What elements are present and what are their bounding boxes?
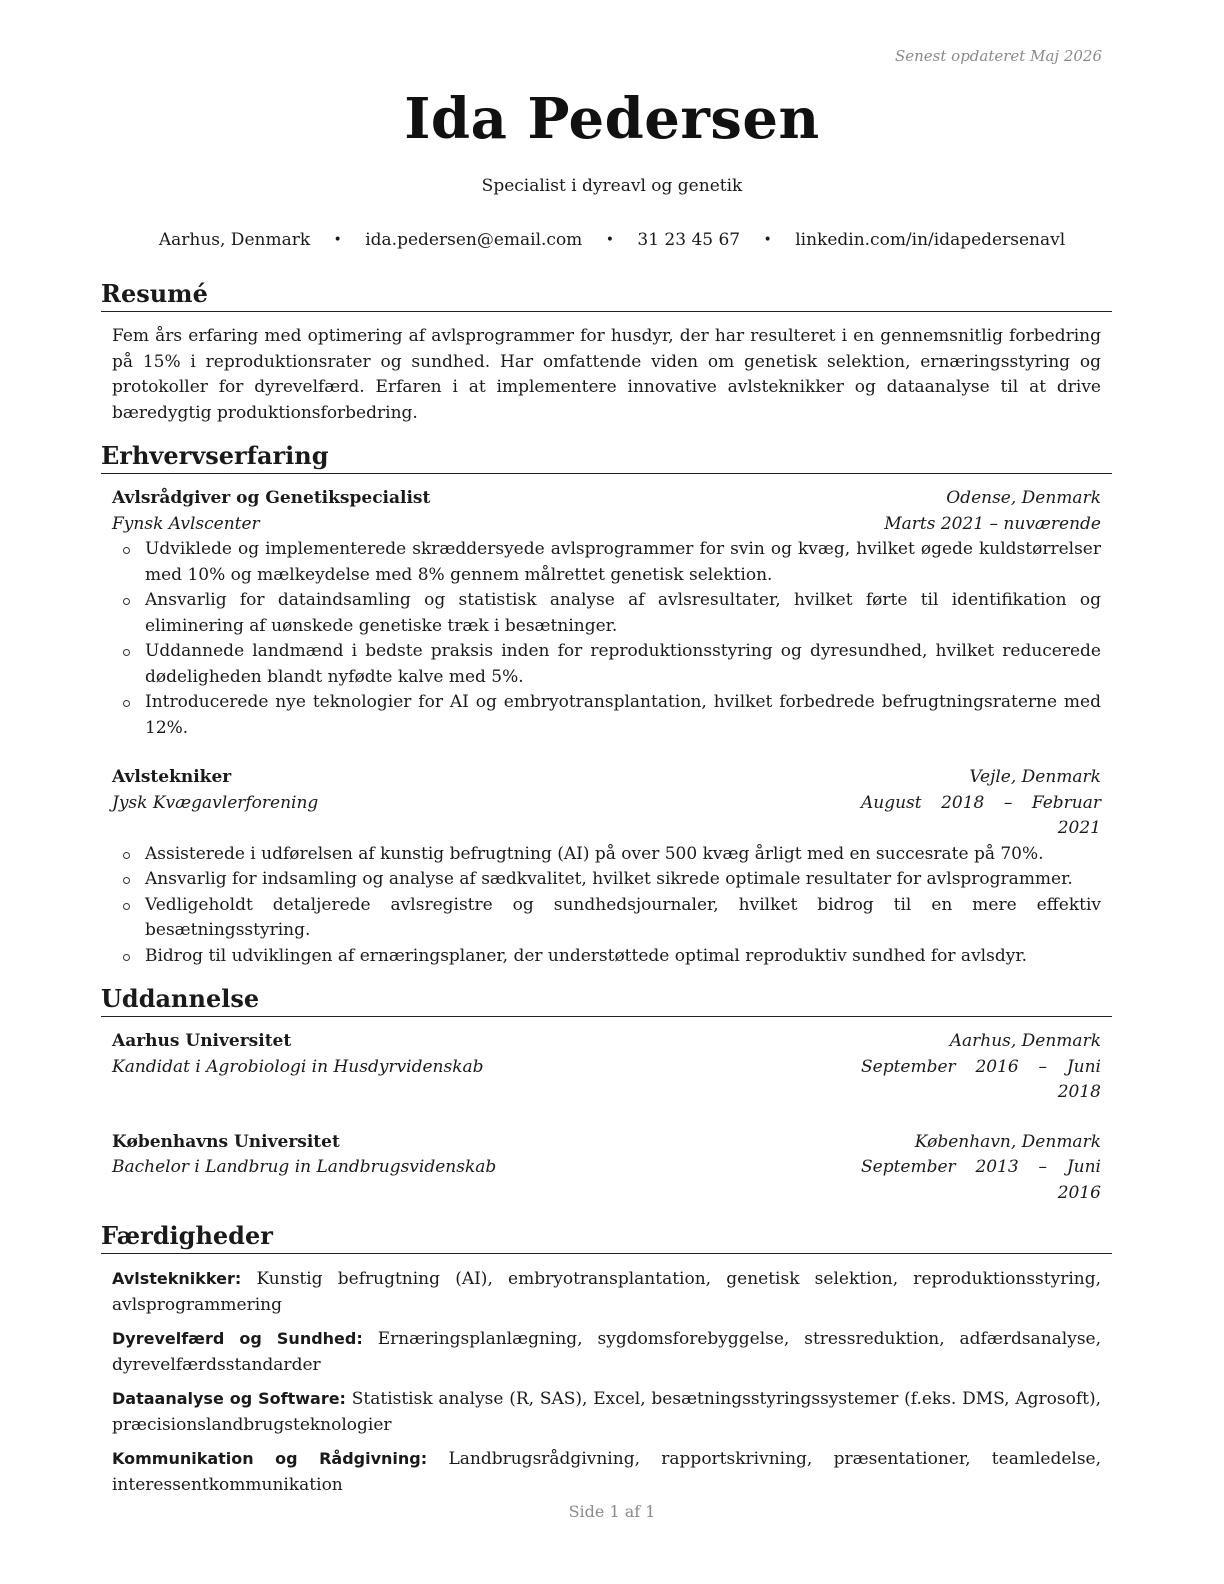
skill-row (112, 1446, 1101, 1498)
list-item: Vedligeholdt detaljerede avlsregistre og sundhedsjournaler, hvilket bidrog til en mere effektiv besætningsstyring. (112, 893, 1101, 944)
section-title: Færdigheder (101, 1220, 1112, 1254)
job-role: Avlsrådgiver og Genetikspecialist (112, 488, 431, 508)
list-item: Uddannede landmænd i bedste praksis inden for reproduktionsstyring og dyresundhed, hvilket reducerede dødeligheden blandt nyfødte kalve med 5%. (112, 639, 1101, 690)
school-name: Aarhus Universitet (112, 1031, 292, 1051)
job-dates: Marts 2021 – nuværende (884, 513, 1101, 534)
summary-text: Fem års erfaring med optimering af avlsprogrammer for husdyr, der har resulteret i en gennemsnitlig forbedring på 15% i reproduktionsrater og sundhed. Har omfattende viden om genetisk selektion, ernæringsstyring og protokoller for dyrevelfærd. Erfaren i at implementere innovative avlsteknikker og dataanalyse til at drive bæredygtig produktionsforbedring. (112, 326, 1101, 423)
bullet-separator: • (333, 232, 342, 248)
skill-row (112, 1266, 1101, 1318)
job-bullets (112, 537, 1101, 741)
job-location: Odense, Denmark (946, 488, 1101, 508)
job-entry (112, 486, 1101, 741)
section-title: Uddannelse (101, 983, 1112, 1017)
section-title: Resumé (101, 278, 1112, 312)
skill-category: Dataanalyse og Software: (112, 1389, 346, 1408)
job-subheader (112, 512, 1101, 538)
job-subheader (112, 791, 1101, 842)
section-title: Erhvervserfaring (101, 440, 1112, 474)
resume-content (101, 278, 1112, 1498)
education-section (101, 983, 1112, 1206)
list-item: Bidrog til udviklingen af ernæringsplaner, der understøttede optimal reproduktiv sundhed for avlsdyr. (112, 944, 1101, 970)
contact-location: Aarhus, Denmark (158, 230, 311, 250)
experience-section (101, 440, 1112, 969)
skill-row (112, 1326, 1101, 1378)
job-dates: August 2018 – Februar 2021 (861, 792, 1101, 838)
education-entry (112, 1130, 1101, 1207)
bullet-separator: • (763, 232, 772, 248)
last-updated: Senest opdateret Maj 2026 (894, 47, 1102, 65)
contact-phone[interactable]: 31 23 45 67 (637, 230, 741, 250)
degree: Bachelor i Landbrug in Landbrugsvidenskab (112, 1157, 497, 1177)
skill-text: Kunstig befrugtning (AI), embryotransplantation, genetisk selektion, reproduktionsstyring, avlsprogrammering (112, 1269, 1102, 1315)
skill-text: Ernæringsplanlægning, sygdomsforebyggelse, stressreduktion, adfærdsanalyse, dyrevelfærdsstandarder (112, 1329, 1102, 1375)
list-item: Assisterede i udførelsen af kunstig befrugtning (AI) på over 500 kvæg årligt med en succesrate på 70%. (112, 842, 1101, 868)
contact-email[interactable]: ida.pedersen@email.com (365, 230, 583, 250)
job-header (112, 765, 1101, 791)
job-location: Vejle, Denmark (969, 767, 1101, 787)
job-company: Jysk Kvægavlerforening (112, 792, 319, 813)
skill-category: Dyrevelfærd og Sundhed: (112, 1329, 363, 1348)
headline: Specialist i dyreavl og genetik (481, 176, 743, 196)
skill-category: Avlsteknikker: (112, 1269, 242, 1288)
education-dates: September 2013 – Juni 2016 (861, 1157, 1101, 1203)
list-item: Ansvarlig for indsamling og analyse af sædkvalitet, hvilket sikrede optimale resultater for avlsprogrammer. (112, 867, 1101, 893)
list-item: Udviklede og implementerede skræddersyede avlsprogrammer for svin og kvæg, hvilket øgede kuldstørrelser med 10% og mælkeydelse med 8% gennem målrettet genetisk selektion. (112, 537, 1101, 588)
education-dates: September 2016 – Juni 2018 (861, 1056, 1101, 1102)
job-bullets (112, 842, 1101, 970)
contact-linkedin[interactable]: linkedin.com/in/idapedersenavl (795, 230, 1066, 250)
skill-text: Statistisk analyse (R, SAS), Excel, besætningsstyringssystemer (f.eks. DMS, Agrosoft), præcisionslandbrugsteknologier (112, 1389, 1101, 1435)
job-company: Fynsk Avlscenter (112, 513, 260, 534)
school-location: København, Denmark (914, 1131, 1101, 1152)
skills-section (101, 1220, 1112, 1498)
school-name: Københavns Universitet (112, 1131, 340, 1152)
list-item: Ansvarlig for dataindsamling og statistisk analyse af avlsresultater, hvilket førte til identifikation og eliminering af uønskede genetiske træk i besætninger. (112, 588, 1101, 639)
skill-row (112, 1386, 1101, 1438)
education-subheader (112, 1055, 1101, 1106)
education-subheader (112, 1155, 1101, 1206)
education-entry (112, 1029, 1101, 1106)
job-header (112, 486, 1101, 512)
page-number: Side 1 af 1 (568, 1502, 656, 1521)
education-header (112, 1130, 1101, 1156)
school-location: Aarhus, Denmark (949, 1031, 1101, 1051)
job-entry (112, 765, 1101, 969)
job-role: Avlstekniker (112, 767, 232, 787)
skill-text: Landbrugsrådgivning, rapportskrivning, præsentationer, teamledelse, interessentkommunikation (112, 1449, 1102, 1495)
summary-section (101, 278, 1112, 426)
degree: Kandidat i Agrobiologi in Husdyrvidenskab (112, 1056, 484, 1077)
candidate-name: Ida Pedersen (404, 86, 820, 152)
skill-category: Kommunikation og Rådgivning: (112, 1449, 428, 1468)
bullet-separator: • (605, 232, 614, 248)
contact-line (0, 230, 1224, 250)
education-header (112, 1029, 1101, 1055)
list-item: Introducerede nye teknologier for AI og embryotransplantation, hvilket forbedrede befrugtningsraterne med 12%. (112, 690, 1101, 741)
